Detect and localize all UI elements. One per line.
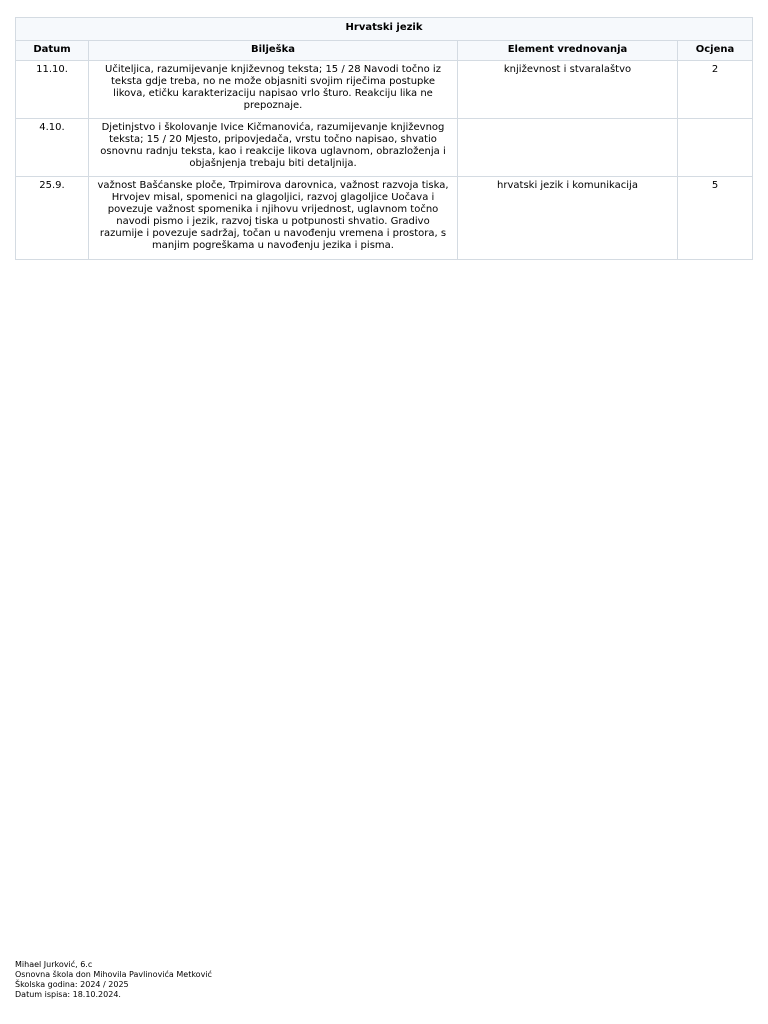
grade-cell: 2 <box>678 61 753 119</box>
print-date: Datum ispisa: 18.10.2024. <box>15 990 121 999</box>
table-row <box>16 61 753 119</box>
column-header-element: Element vrednovanja <box>458 41 678 61</box>
date-cell: 25.9. <box>16 177 89 260</box>
grade-cell: 5 <box>678 177 753 260</box>
column-header-note: Bilješka <box>89 41 458 61</box>
note-cell: Učiteljica, razumijevanje književnog teksta; 15 / 28 Navodi točno iz teksta gdje treba, no ne može objasniti svojim riječima postupke likova, etičku karakterizaciju napisao vrlo šturo. Reakciju lika ne prepoznaje. <box>89 61 458 119</box>
note-cell: Djetinjstvo i školovanje Ivice Kičmanovića, razumijevanje književnog teksta; 15 / 20 Mjesto, pripovjedača, vrstu točno napisao, shvatio osnovnu radnju teksta, kao i reakcije likova uglavnom, obrazloženja i objašnjenja trebaju biti detaljnija. <box>89 119 458 177</box>
school-year: Školska godina: 2024 / 2025 <box>15 980 129 989</box>
document-footer <box>15 960 212 1000</box>
school-name: Osnovna škola don Mihovila Pavlinovića Metković <box>15 970 212 979</box>
table-row <box>16 119 753 177</box>
column-header-date: Datum <box>16 41 89 61</box>
student-name: Mihael Jurković, 6.c <box>15 960 93 969</box>
element-cell: književnost i stvaralaštvo <box>458 61 678 119</box>
subject-title: Hrvatski jezik <box>16 18 753 41</box>
element-cell <box>458 119 678 177</box>
element-cell: hrvatski jezik i komunikacija <box>458 177 678 260</box>
table-row <box>16 177 753 260</box>
table-header-row <box>16 41 753 61</box>
table-title-row <box>16 18 753 41</box>
grade-cell <box>678 119 753 177</box>
date-cell: 4.10. <box>16 119 89 177</box>
note-cell: važnost Bašćanske ploče, Trpimirova darovnica, važnost razvoja tiska, Hrvojev misal, spomenici na glagoljici, razvoj glagoljice Uočava i povezuje važnost spomenika i njihovu vrijednost, uglavnom točno navodi pismo i jezik, razvoj tiska u potpunosti shvatio. Gradivo razumije i povezuje sadržaj, točan u navođenju vremena i prostora, s manjim pogreškama u navođenju jezika i pisma. <box>89 177 458 260</box>
column-header-grade: Ocjena <box>678 41 753 61</box>
date-cell: 11.10. <box>16 61 89 119</box>
grades-table <box>15 17 753 260</box>
